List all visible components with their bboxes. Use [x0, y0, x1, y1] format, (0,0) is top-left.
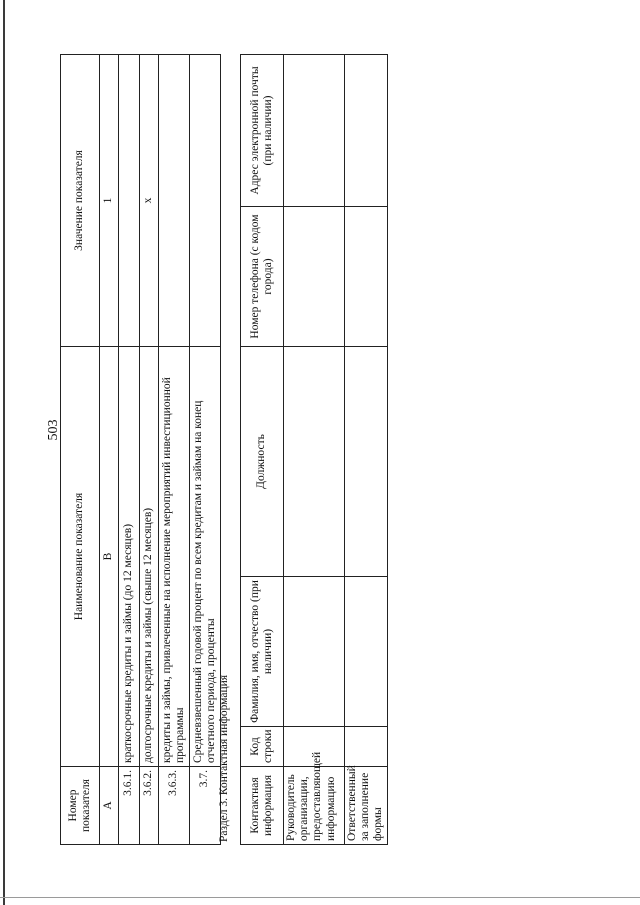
header-value: Значение показателя	[61, 55, 100, 347]
header-phone: Номер телефона (с кодом города)	[241, 207, 284, 347]
row-value[interactable]	[159, 55, 190, 347]
section-title: Раздел 3. Контактная информация	[218, 674, 230, 842]
phone-cell[interactable]	[345, 207, 388, 347]
table-row	[140, 55, 159, 845]
letter-number: А	[100, 767, 119, 845]
row-number: 3.6.1.	[119, 767, 140, 845]
letter-name: В	[100, 347, 119, 767]
row-name: краткосрочные кредиты и займы (до 12 месяцев)	[119, 347, 140, 767]
table-row	[284, 55, 345, 845]
fio-cell[interactable]	[345, 577, 388, 727]
table-row	[159, 55, 190, 845]
row-number: 3.6.3.	[159, 767, 190, 845]
table-row	[345, 55, 388, 845]
position-cell[interactable]	[284, 347, 345, 577]
table-row	[190, 55, 221, 845]
table-row	[119, 55, 140, 845]
row-value[interactable]: х	[140, 55, 159, 347]
header-code: Код строки	[241, 727, 284, 767]
position-cell[interactable]	[345, 347, 388, 577]
email-cell[interactable]	[284, 55, 345, 207]
indicators-letter-row	[100, 55, 119, 845]
header-name: Наименование показателя	[61, 347, 100, 767]
contact-role: Руководитель организации, предоставляющей информацию	[284, 767, 345, 845]
letter-value: 1	[100, 55, 119, 347]
contacts-table	[240, 54, 388, 845]
header-email: Адрес электронной почты (при наличии)	[241, 55, 284, 207]
row-value[interactable]	[190, 55, 221, 347]
indicators-table	[60, 54, 221, 845]
row-name: долгосрочные кредиты и займы (свыше 12 месяцев)	[140, 347, 159, 767]
contact-role: Ответственный за заполнение формы	[345, 767, 388, 845]
row-name: Средневзвешенный годовой процент по всем кредитам и займам на конец отчетного периода, проценты	[190, 347, 221, 767]
indicators-header-row	[61, 55, 100, 845]
header-contact: Контактная информация	[241, 767, 284, 845]
header-position: Должность	[241, 347, 284, 577]
header-number: Номер показателя	[61, 767, 100, 845]
contacts-header-row	[241, 55, 284, 845]
row-number: 3.6.2.	[140, 767, 159, 845]
code-cell[interactable]	[345, 727, 388, 767]
row-name: кредиты и займы, привлеченные на исполнение мероприятий инвестиционной программы	[159, 347, 190, 767]
fio-cell[interactable]	[284, 577, 345, 727]
email-cell[interactable]	[345, 55, 388, 207]
header-fio: Фамилия, имя, отчество (при наличии)	[241, 577, 284, 727]
page-number: 503	[46, 419, 61, 441]
row-number: 3.7.	[190, 767, 221, 845]
phone-cell[interactable]	[284, 207, 345, 347]
row-value[interactable]	[119, 55, 140, 347]
